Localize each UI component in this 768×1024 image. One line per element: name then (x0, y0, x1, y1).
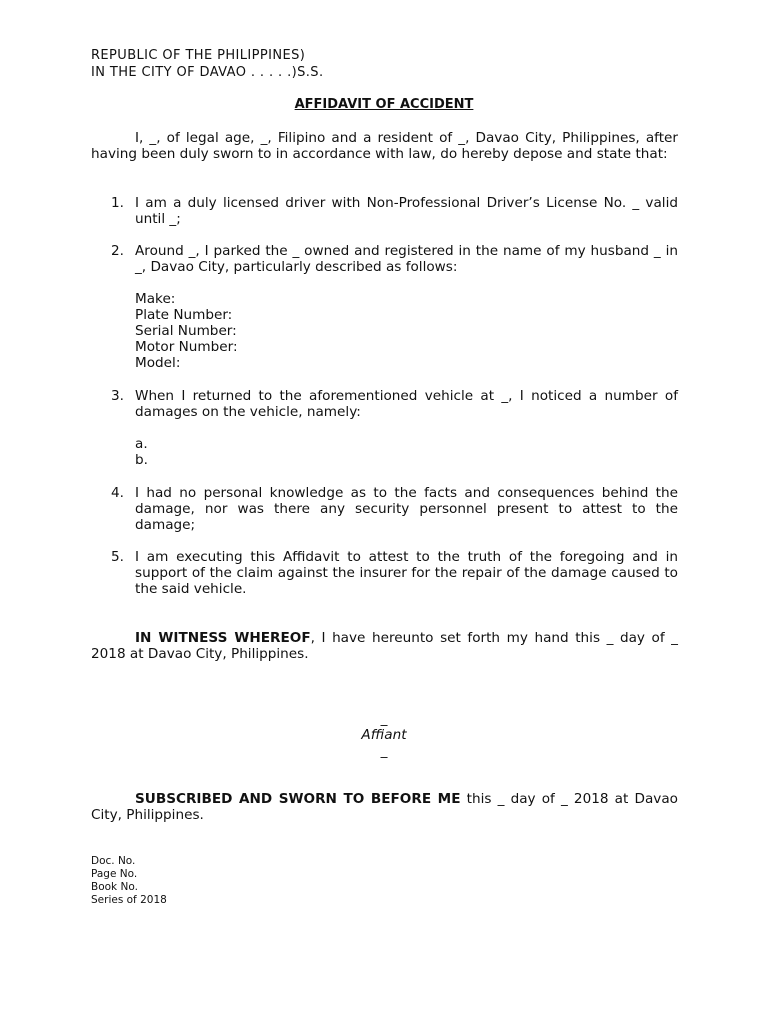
intro-paragraph: I, _, of legal age, _, Filipino and a resident of _, Davao City, Philippines, after having been duly sworn to in accordance with law, do hereby depose and state that: (91, 130, 678, 163)
caption-republic: REPUBLIC OF THE PHILIPPINES) (91, 48, 306, 63)
item-number: 2. (111, 243, 124, 259)
item-text: Around _, I parked the _ owned and registered in the name of my husband _ in _, Davao City, particularly described as follows: (135, 243, 678, 276)
vehicle-field: Serial Number: (135, 323, 237, 339)
jurat-text: this _ day of _ 2018 at Davao City, Philippines. (91, 791, 678, 824)
notary-page-no: Page No. (91, 868, 138, 880)
jurat-paragraph (91, 791, 678, 823)
affiant-label: Affiant (361, 727, 407, 743)
vehicle-field: Plate Number: (135, 307, 233, 323)
item-text: I had no personal knowledge as to the facts and consequences behind the damage, nor was there any security personnel present to attest to the damage; (135, 485, 678, 534)
item-text: I am a duly licensed driver with Non-Professional Driver’s License No. _ valid until _; (135, 195, 678, 228)
item-number: 1. (111, 195, 124, 211)
item-text: I am executing this Affidavit to attest to the truth of the foregoing and in support of the claim against the insurer for the repair of the damage caused to the said vehicle. (135, 549, 678, 598)
item-number: 3. (111, 388, 124, 404)
list-item (91, 195, 678, 227)
damage-item: b. (135, 452, 148, 468)
affiant-id-blank: _ (380, 743, 388, 759)
notary-series: Series of 2018 (91, 894, 167, 906)
list-item (91, 549, 678, 598)
vehicle-field: Motor Number: (135, 339, 238, 355)
list-item (91, 388, 678, 420)
list-item (91, 243, 678, 275)
caption-city: IN THE CITY OF DAVAO . . . . .)S.S. (91, 65, 324, 80)
item-number: 5. (111, 549, 124, 565)
vehicle-field: Model: (135, 355, 181, 371)
witness-paragraph (91, 630, 678, 662)
vehicle-field: Make: (135, 291, 176, 307)
jurat-heading: SUBSCRIBED AND SWORN TO BEFORE ME (135, 791, 461, 807)
notary-doc-no: Doc. No. (91, 855, 136, 867)
witness-text: , I have hereunto set forth my hand this _ day of _ 2018 at Davao City, Philippines. (91, 630, 678, 663)
damage-item: a. (135, 436, 148, 452)
item-text: When I returned to the aforementioned vehicle at _, I noticed a number of damages on the vehicle, namely: (135, 388, 678, 421)
notary-book-no: Book No. (91, 881, 138, 893)
list-item (91, 485, 678, 534)
witness-heading: IN WITNESS WHEREOF (135, 630, 311, 646)
item-number: 4. (111, 485, 124, 501)
document-title: AFFIDAVIT OF ACCIDENT (294, 97, 474, 112)
affiant-name-blank: _ (380, 711, 388, 727)
